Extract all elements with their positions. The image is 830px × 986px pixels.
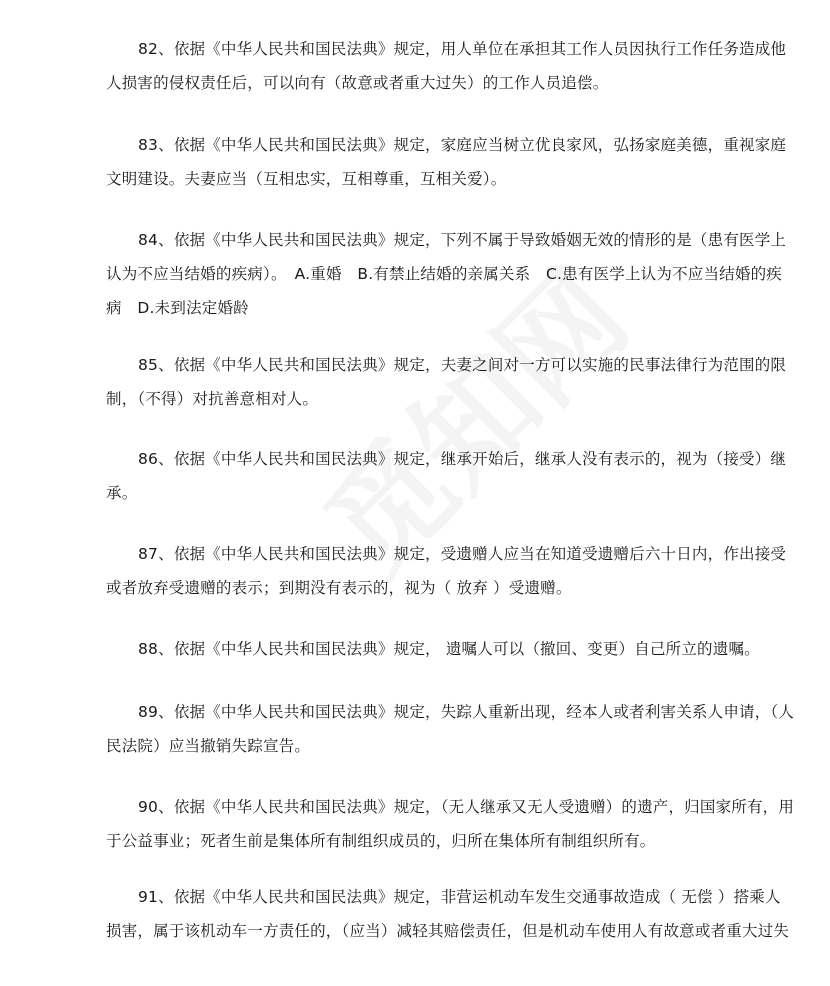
question-85: 85、依据《中华人民共和国民法典》规定，夫妻之间对一方可以实施的民事法律行为范围的限制，（不得）对抗善意相对人。: [106, 356, 787, 408]
question-82: 82、依据《中华人民共和国民法典》规定，用人单位在承担其工作人员因执行工作任务造成他人损害的侵权责任后，可以向有（故意或者重大过失）的工作人员追偿。: [106, 40, 787, 92]
question-90: 90、依据《中华人民共和国民法典》规定，（无人继承又无人受遗赠）的遗产，归国家所有，用于公益事业；死者生前是集体所有制组织成员的，归所在集体所有制组织所有。: [106, 798, 795, 850]
question-89: 89、依据《中华人民共和国民法典》规定，失踪人重新出现，经本人或者利害关系人申请，（人民法院）应当撤销失踪宣告。: [106, 703, 795, 755]
question-84: 84、依据《中华人民共和国民法典》规定，下列不属于导致婚姻无效的情形的是（患有医学上认为不应当结婚的疾病）。 A.重婚 B.有禁止结婚的亲属关系 C.患有医学上认为不应当结婚的疾病 D.未到法定婚龄: [106, 231, 787, 317]
question-87: 87、依据《中华人民共和国民法典》规定，受遗赠人应当在知道受遗赠后六十日内，作出接受或者放弃受遗赠的表示；到期没有表示的，视为（ 放弃 ）受遗赠。: [106, 545, 787, 597]
question-91: 91、依据《中华人民共和国民法典》规定，非营运机动车发生交通事故造成（ 无偿 ）搭乘人损害，属于该机动车一方责任的，（应当）减轻其赔偿责任，但是机动车使用人有故意或者重大过失: [106, 888, 790, 940]
question-86: 86、依据《中华人民共和国民法典》规定，继承开始后，继承人没有表示的，视为（接受）继承。: [106, 450, 787, 502]
question-83: 83、依据《中华人民共和国民法典》规定，家庭应当树立优良家风，弘扬家庭美德，重视家庭文明建设。夫妻应当（互相忠实，互相尊重，互相关爱）。: [106, 136, 787, 188]
question-88: 88、依据《中华人民共和国民法典》规定， 遗嘱人可以（撤回、变更）自己所立的遗嘱。: [138, 640, 760, 658]
